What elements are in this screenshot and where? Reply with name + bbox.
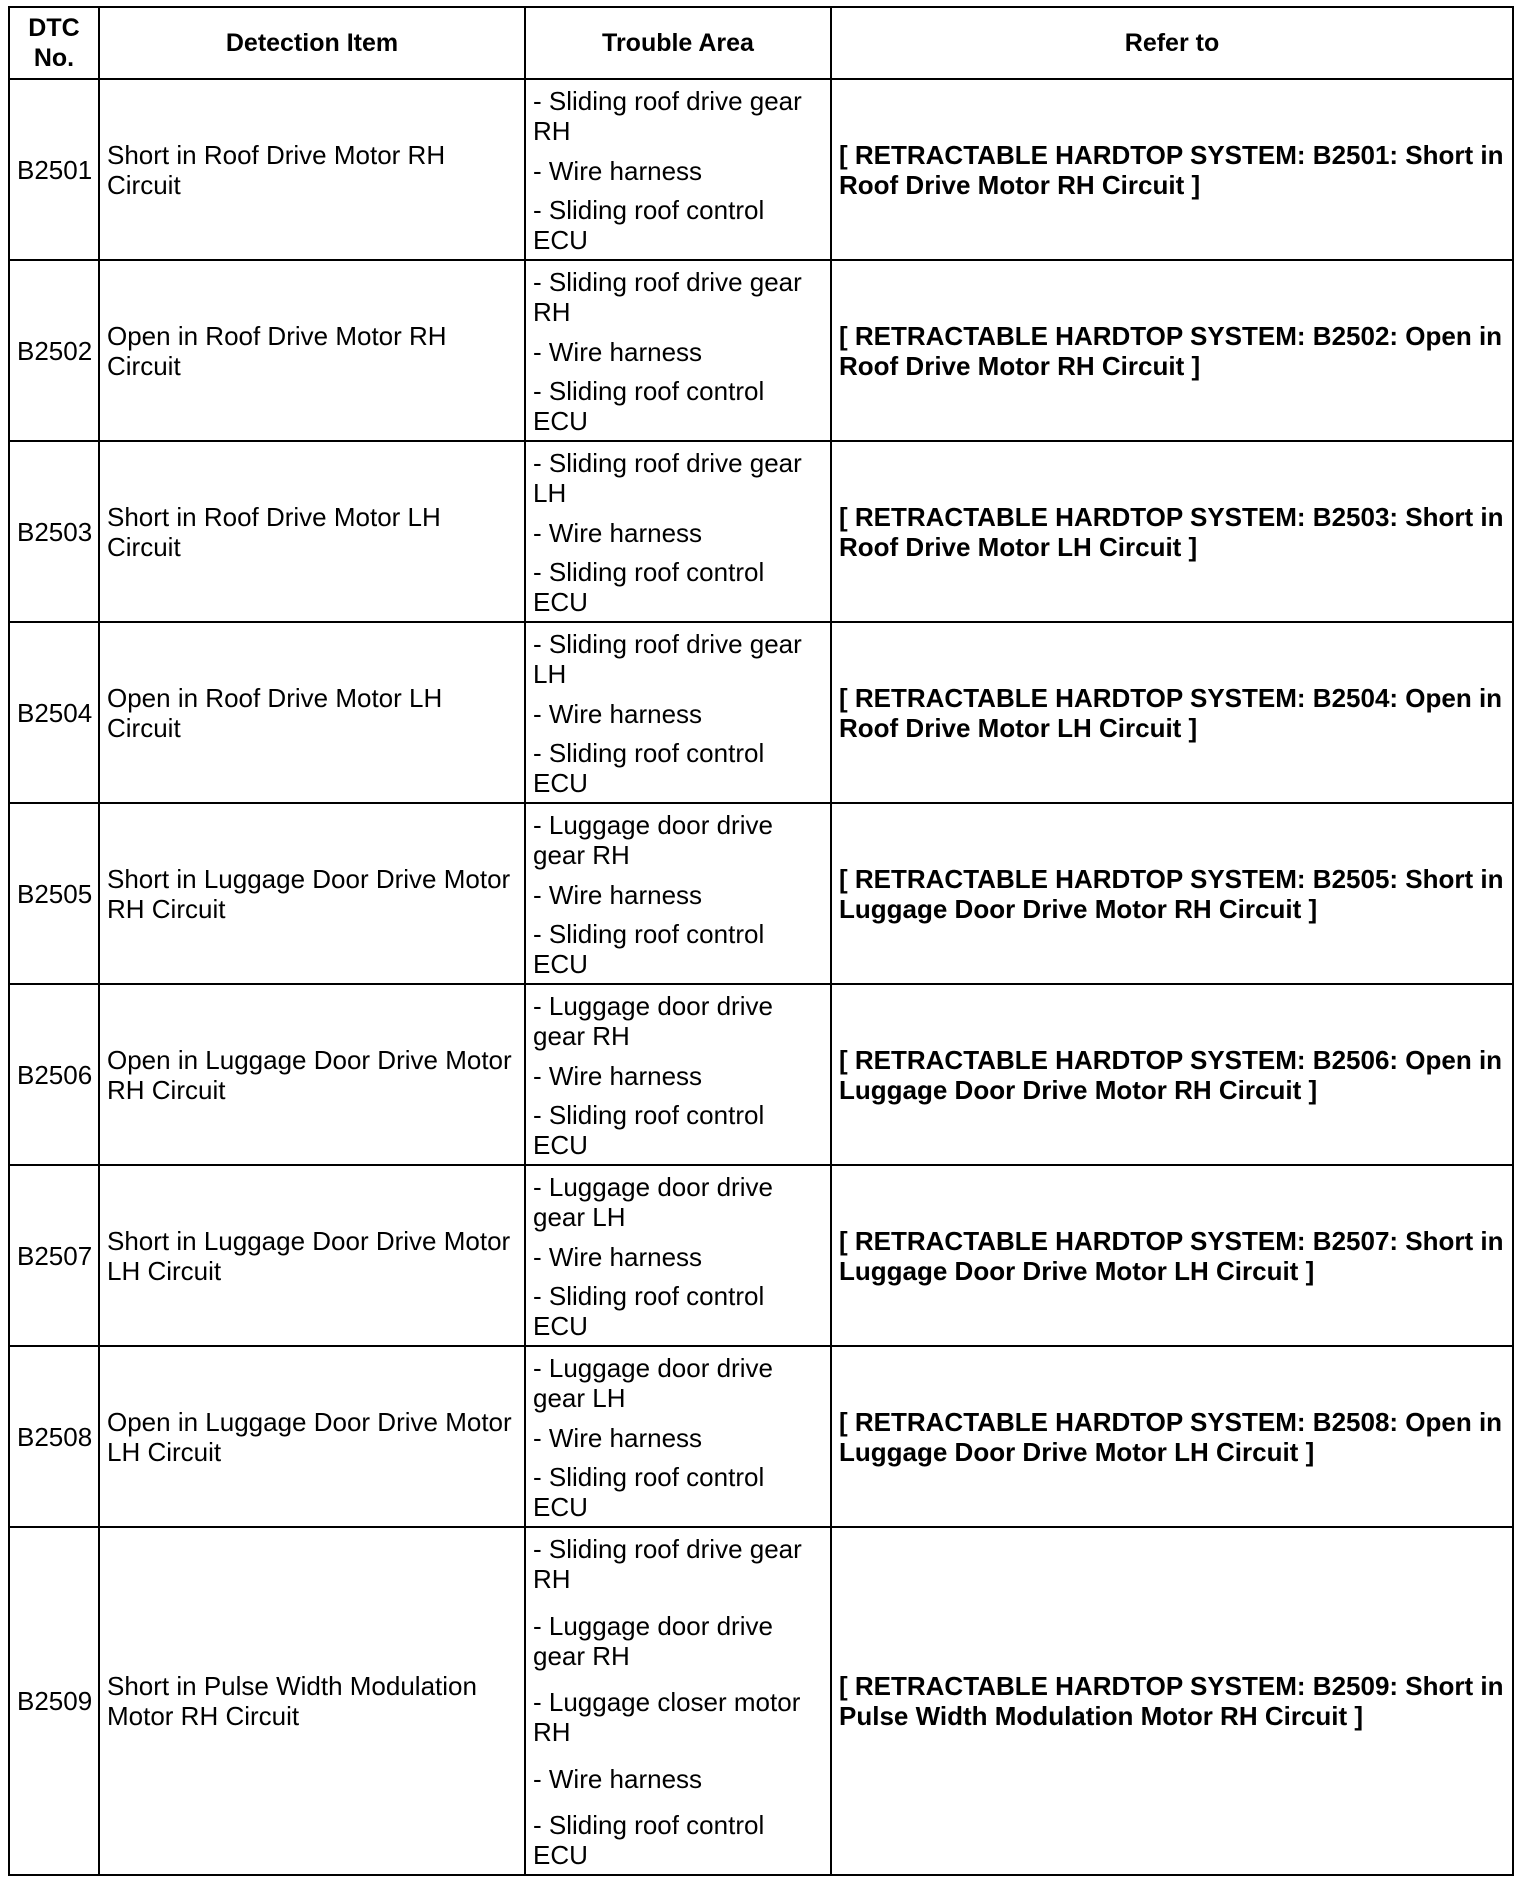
refer-to-link[interactable]: [ RETRACTABLE HARDTOP SYSTEM: B2501: Short in Roof Drive Motor RH Circuit ]	[831, 79, 1513, 260]
header-dtc-no: DTC No.	[9, 7, 99, 79]
table-row	[9, 441, 1513, 622]
dtc-code-cell: B2502	[9, 260, 99, 441]
trouble-area-item: - Sliding roof control ECU	[533, 195, 765, 255]
trouble-area-list	[533, 1166, 823, 1345]
trouble-area-item: - Luggage door drive gear LH	[533, 1353, 773, 1413]
trouble-area-item: - Sliding roof drive gear RH	[533, 1534, 802, 1594]
dtc-code-cell: B2506	[9, 984, 99, 1165]
trouble-area-list	[533, 1528, 823, 1874]
trouble-area-item: - Sliding roof control ECU	[533, 376, 765, 436]
trouble-area-list	[533, 623, 823, 802]
trouble-area-item: - Luggage door drive gear RH	[533, 810, 773, 870]
trouble-area-item: - Sliding roof control ECU	[533, 1462, 765, 1522]
trouble-area-item: - Wire harness	[533, 1422, 703, 1453]
table-row	[9, 1165, 1513, 1346]
refer-to-link[interactable]: [ RETRACTABLE HARDTOP SYSTEM: B2507: Short in Luggage Door Drive Motor LH Circuit ]	[831, 1165, 1513, 1346]
detection-item-cell: Open in Roof Drive Motor RH Circuit	[99, 260, 525, 441]
trouble-area-item: - Sliding roof drive gear RH	[533, 267, 802, 327]
refer-to-link[interactable]: [ RETRACTABLE HARDTOP SYSTEM: B2508: Open in Luggage Door Drive Motor LH Circuit ]	[831, 1346, 1513, 1527]
trouble-area-item: - Wire harness	[533, 698, 703, 729]
trouble-area-item: - Sliding roof control ECU	[533, 1100, 765, 1160]
trouble-area-item: - Wire harness	[533, 336, 703, 367]
table-row	[9, 1346, 1513, 1527]
detection-item-cell: Short in Roof Drive Motor LH Circuit	[99, 441, 525, 622]
trouble-area-cell	[525, 803, 831, 984]
trouble-area-list	[533, 985, 823, 1164]
trouble-area-item: - Wire harness	[533, 155, 703, 186]
trouble-area-item: - Wire harness	[533, 517, 703, 548]
refer-to-link[interactable]: [ RETRACTABLE HARDTOP SYSTEM: B2504: Open in Roof Drive Motor LH Circuit ]	[831, 622, 1513, 803]
header-refer-to: Refer to	[831, 7, 1513, 79]
table-row	[9, 260, 1513, 441]
trouble-area-item: - Luggage door drive gear RH	[533, 1610, 773, 1671]
refer-to-link[interactable]: [ RETRACTABLE HARDTOP SYSTEM: B2505: Short in Luggage Door Drive Motor RH Circuit ]	[831, 803, 1513, 984]
trouble-area-item: - Sliding roof control ECU	[533, 919, 765, 979]
trouble-area-item: - Luggage door drive gear LH	[533, 1172, 773, 1232]
trouble-area-item: - Wire harness	[533, 879, 703, 910]
refer-to-link[interactable]: [ RETRACTABLE HARDTOP SYSTEM: B2502: Open in Roof Drive Motor RH Circuit ]	[831, 260, 1513, 441]
header-detection-item: Detection Item	[99, 7, 525, 79]
trouble-area-item: - Luggage closer motor RH	[533, 1687, 801, 1747]
dtc-code-cell: B2505	[9, 803, 99, 984]
refer-to-link[interactable]: [ RETRACTABLE HARDTOP SYSTEM: B2503: Short in Roof Drive Motor LH Circuit ]	[831, 441, 1513, 622]
trouble-area-item: - Sliding roof drive gear RH	[533, 86, 802, 146]
table-row	[9, 803, 1513, 984]
detection-item-cell: Open in Luggage Door Drive Motor LH Circuit	[99, 1346, 525, 1527]
trouble-area-cell	[525, 1165, 831, 1346]
detection-item-cell: Short in Luggage Door Drive Motor LH Circuit	[99, 1165, 525, 1346]
trouble-area-list	[533, 1347, 823, 1526]
trouble-area-item: - Sliding roof control ECU	[533, 1810, 765, 1870]
detection-item-cell: Short in Pulse Width Modulation Motor RH Circuit	[99, 1527, 525, 1875]
table-row	[9, 1527, 1513, 1875]
trouble-area-cell	[525, 79, 831, 260]
trouble-area-item: - Wire harness	[533, 1241, 703, 1272]
trouble-area-item: - Luggage door drive gear RH	[533, 991, 773, 1051]
detection-item-cell: Short in Roof Drive Motor RH Circuit	[99, 79, 525, 260]
detection-item-cell: Short in Luggage Door Drive Motor RH Circuit	[99, 803, 525, 984]
trouble-area-cell	[525, 622, 831, 803]
trouble-area-item: - Sliding roof drive gear LH	[533, 629, 802, 689]
dtc-code-cell: B2503	[9, 441, 99, 622]
dtc-code-cell: B2501	[9, 79, 99, 260]
detection-item-cell: Open in Luggage Door Drive Motor RH Circuit	[99, 984, 525, 1165]
table-row	[9, 984, 1513, 1165]
trouble-area-list	[533, 442, 823, 621]
dtc-code-cell: B2508	[9, 1346, 99, 1527]
trouble-area-cell	[525, 1346, 831, 1527]
dtc-code-cell: B2507	[9, 1165, 99, 1346]
dtc-table	[8, 6, 1514, 1876]
trouble-area-item: - Sliding roof control ECU	[533, 738, 765, 798]
trouble-area-cell	[525, 984, 831, 1165]
trouble-area-list	[533, 804, 823, 983]
dtc-table-page	[8, 6, 1512, 1888]
trouble-area-list	[533, 80, 823, 259]
header-trouble-area: Trouble Area	[525, 7, 831, 79]
refer-to-link[interactable]: [ RETRACTABLE HARDTOP SYSTEM: B2509: Short in Pulse Width Modulation Motor RH Circuit ]	[831, 1527, 1513, 1875]
table-row	[9, 622, 1513, 803]
trouble-area-item: - Wire harness	[533, 1060, 703, 1091]
dtc-code-cell: B2504	[9, 622, 99, 803]
trouble-area-cell	[525, 441, 831, 622]
dtc-code-cell: B2509	[9, 1527, 99, 1875]
trouble-area-cell	[525, 1527, 831, 1875]
trouble-area-item: - Sliding roof drive gear LH	[533, 448, 802, 508]
trouble-area-cell	[525, 260, 831, 441]
trouble-area-item: - Wire harness	[533, 1763, 703, 1794]
table-row	[9, 79, 1513, 260]
trouble-area-item: - Sliding roof control ECU	[533, 1281, 765, 1341]
trouble-area-item: - Sliding roof control ECU	[533, 557, 765, 617]
detection-item-cell: Open in Roof Drive Motor LH Circuit	[99, 622, 525, 803]
table-header-row	[9, 7, 1513, 79]
trouble-area-list	[533, 261, 823, 440]
refer-to-link[interactable]: [ RETRACTABLE HARDTOP SYSTEM: B2506: Open in Luggage Door Drive Motor RH Circuit ]	[831, 984, 1513, 1165]
